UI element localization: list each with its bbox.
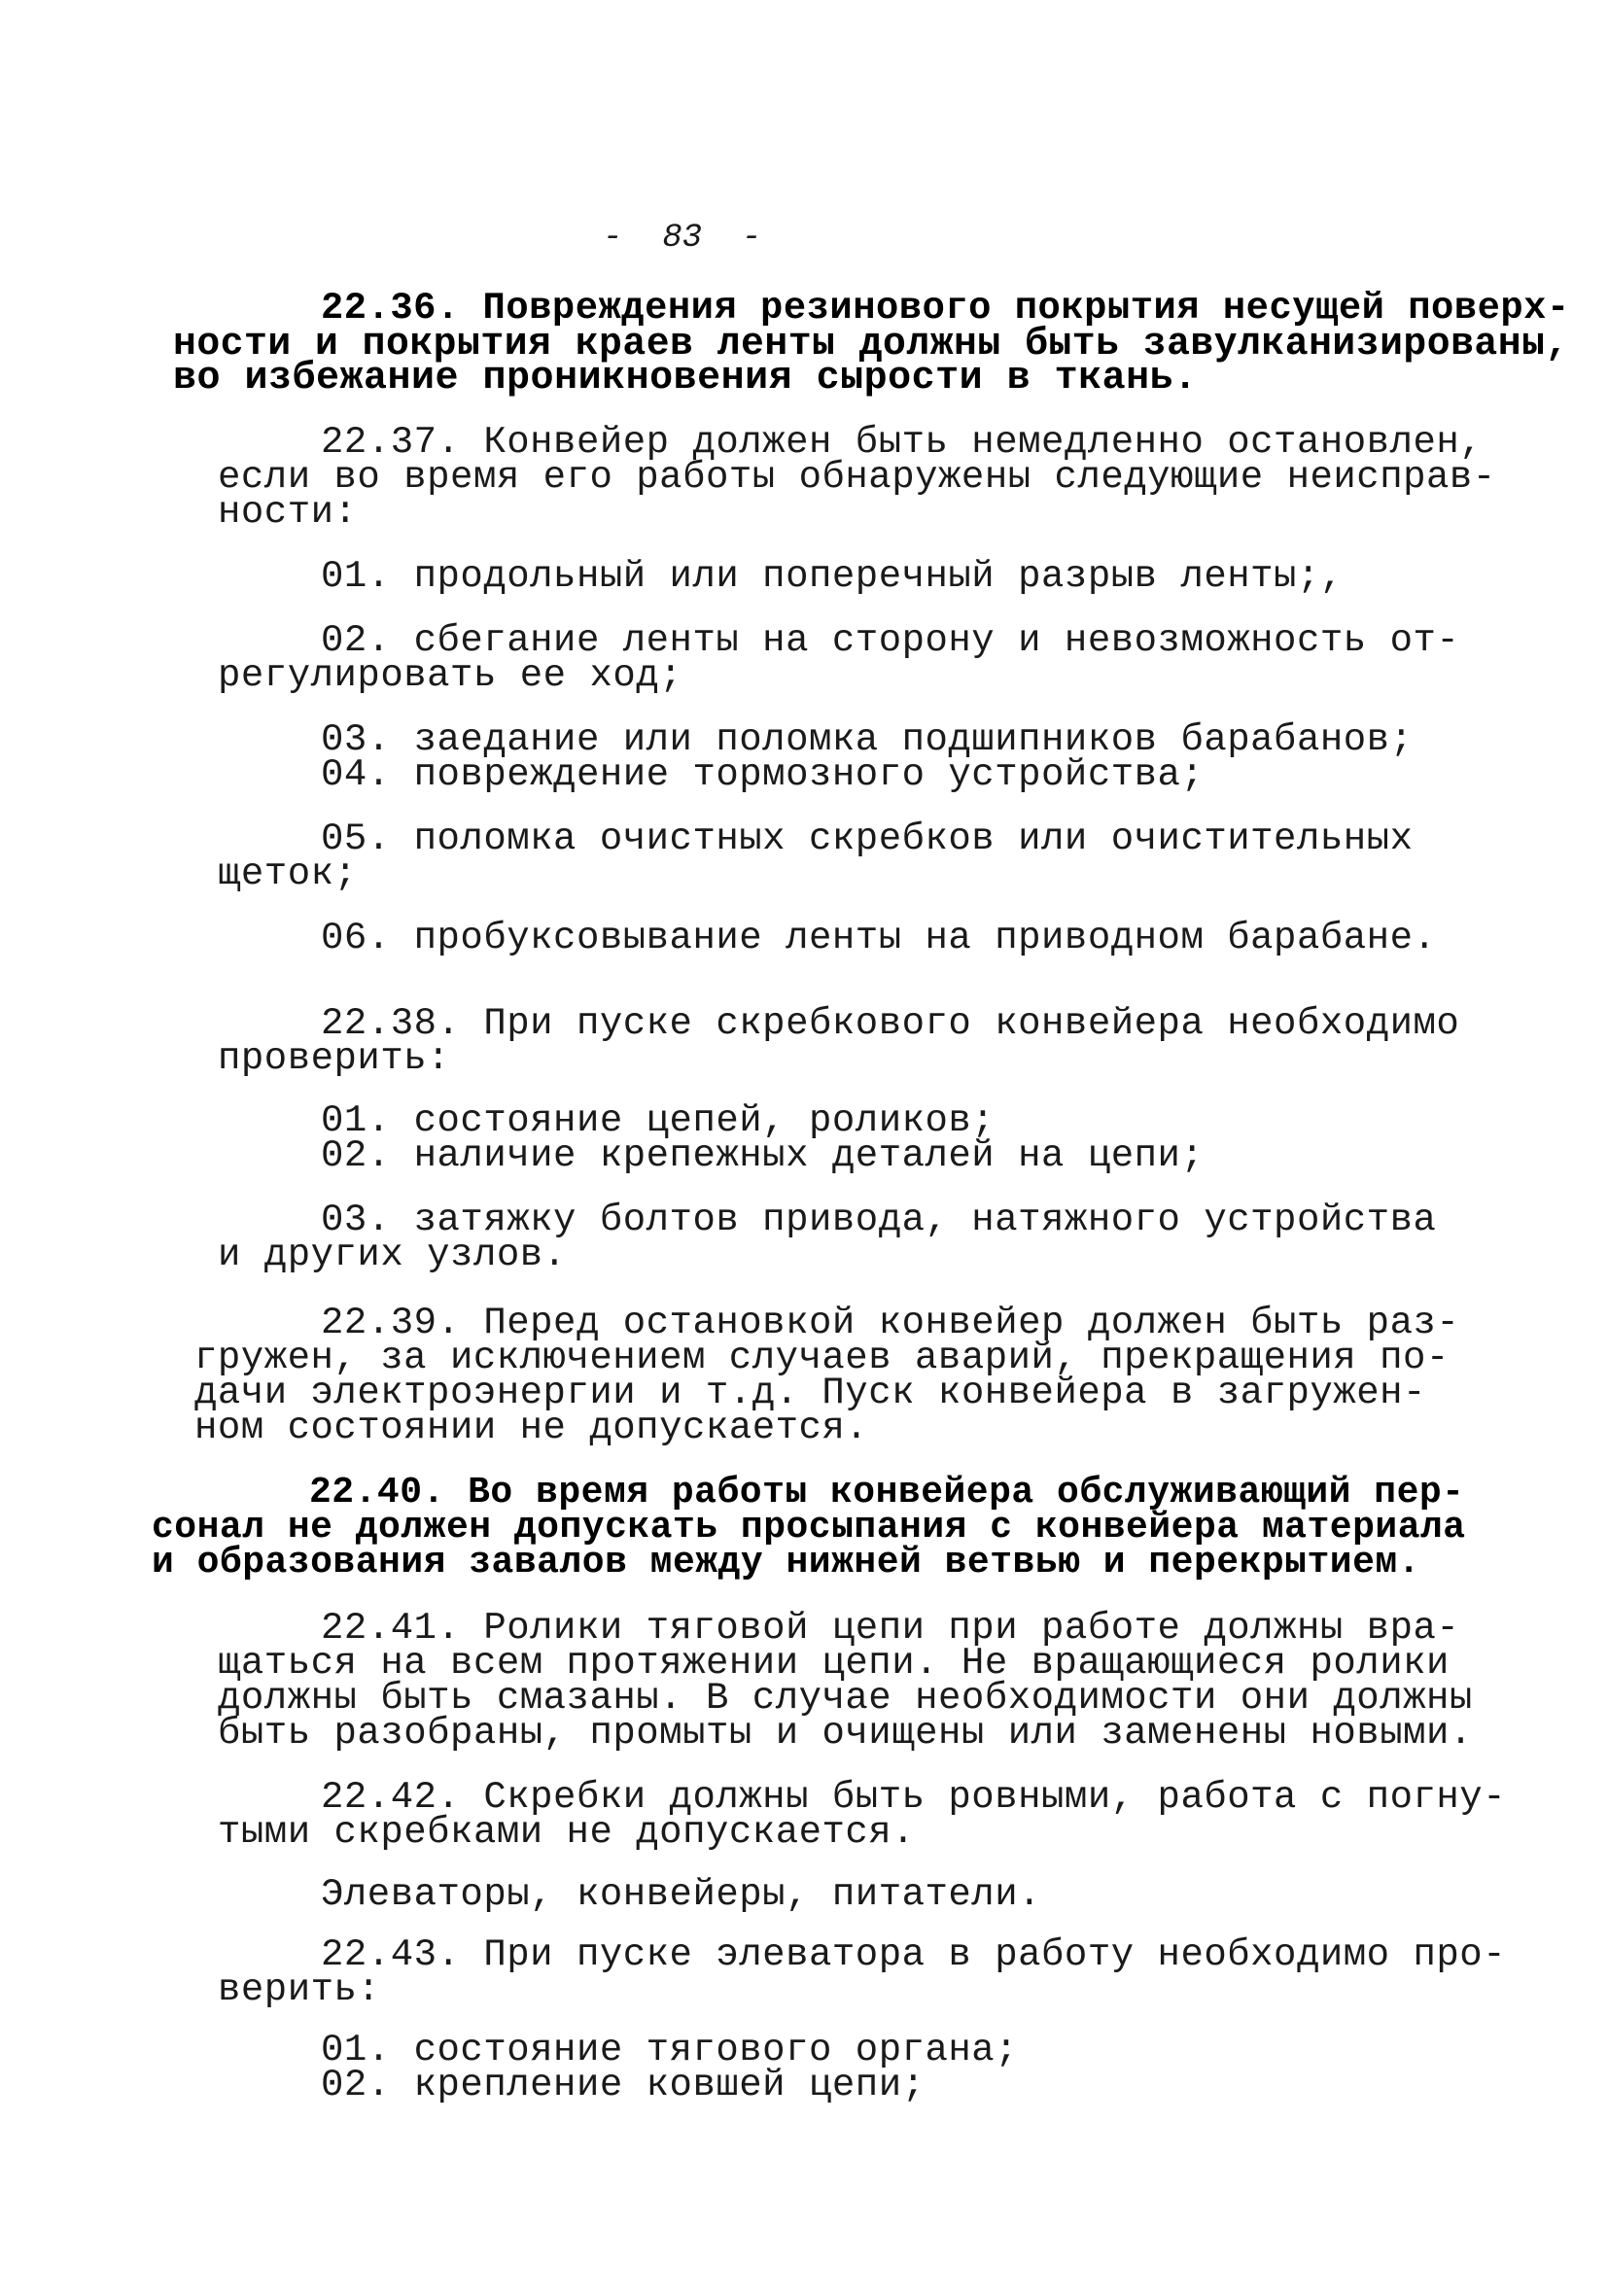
list-item: 02. наличие крепежных деталей на цепи; [321, 1134, 1205, 1177]
paragraph-line: тыми скребками не допускается. [218, 1811, 916, 1854]
paragraph-line: и образования завалов между нижней ветвью и перекрытием. [152, 1542, 1421, 1583]
list-item: щеток; [218, 852, 358, 895]
list-item: 06. пробуксовывание ленты на приводном барабане. [321, 917, 1437, 959]
paragraph-line: сонал не должен допускать просыпания с конвейера материала [152, 1507, 1466, 1548]
list-item: 01. продольный или поперечный разрыв ленты;, [321, 555, 1344, 598]
list-item: 01. состояние тягового органа; [321, 2029, 1019, 2071]
list-item: 02. крепление ковшей цепи; [321, 2064, 926, 2106]
list-item: 05. поломка очистных скребков или очистительных [321, 818, 1414, 860]
paragraph-line: 22.38. При пуске скребкового конвейера необходимо [321, 1002, 1460, 1045]
list-item: и других узлов. [218, 1234, 567, 1276]
paragraph-line: 22.42. Скребки должны быть ровными, работа с погну- [321, 1776, 1507, 1819]
page-number: - 83 - [603, 220, 762, 257]
paragraph-line: верить: [218, 1968, 381, 2011]
paragraph-line: 22.39. Перед остановкой конвейер должен быть раз- [321, 1302, 1460, 1344]
list-item: регулировать ее ход; [218, 654, 683, 697]
paragraph-line: гружен, за исключением случаев аварий, прекращения по- [194, 1337, 1450, 1379]
paragraph-line: 22.41. Ролики тяговой цепи при работе должны вра- [321, 1607, 1460, 1650]
section-heading: Элеваторы, конвейеры, питатели. [321, 1873, 1042, 1916]
paragraph-line: ности и покрытия краев ленты должны быть завулканизированы, [173, 322, 1569, 365]
paragraph-line: ном состоянии не допускается. [194, 1407, 869, 1449]
paragraph-line: 22.36. Повреждения резинового покрытия несущей поверх- [321, 287, 1570, 330]
paragraph-line: быть разобраны, промыты и очищены или заменены новыми. [218, 1712, 1473, 1755]
list-item: 02. сбегание ленты на сторону и невозможность от- [321, 619, 1460, 662]
paragraph-line: ности: [218, 491, 358, 534]
paragraph-line: щаться на всем протяжении цепи. Не вращающиеся ролики [218, 1642, 1450, 1685]
paragraph-line: должны быть смазаны. В случае необходимости они должны [218, 1677, 1473, 1720]
paragraph-line: если во время его работы обнаружены следующие неисправ- [218, 456, 1496, 499]
paragraph-line: проверить: [218, 1037, 451, 1080]
paragraph-line: 22.40. Во время работы конвейера обслуживающий пер- [309, 1472, 1465, 1513]
list-item: 03. затяжку болтов привода, натяжного устройства [321, 1199, 1437, 1241]
list-item: 03. заедание или поломка подшипников барабанов; [321, 718, 1414, 761]
paragraph-line: 22.37. Конвейер должен быть немедленно остановлен, [321, 421, 1484, 464]
paragraph-line: во избежание проникновения сырости в ткань. [173, 357, 1198, 400]
paragraph-line: дачи электроэнергии и т.д. Пуск конвейера в загружен- [194, 1372, 1426, 1414]
list-item: 01. состояние цепей, роликов; [321, 1099, 996, 1142]
list-item: 04. повреждение тормозного устройства; [321, 753, 1205, 796]
paragraph-line: 22.43. При пуске элеватора в работу необходимо про- [321, 1933, 1507, 1976]
